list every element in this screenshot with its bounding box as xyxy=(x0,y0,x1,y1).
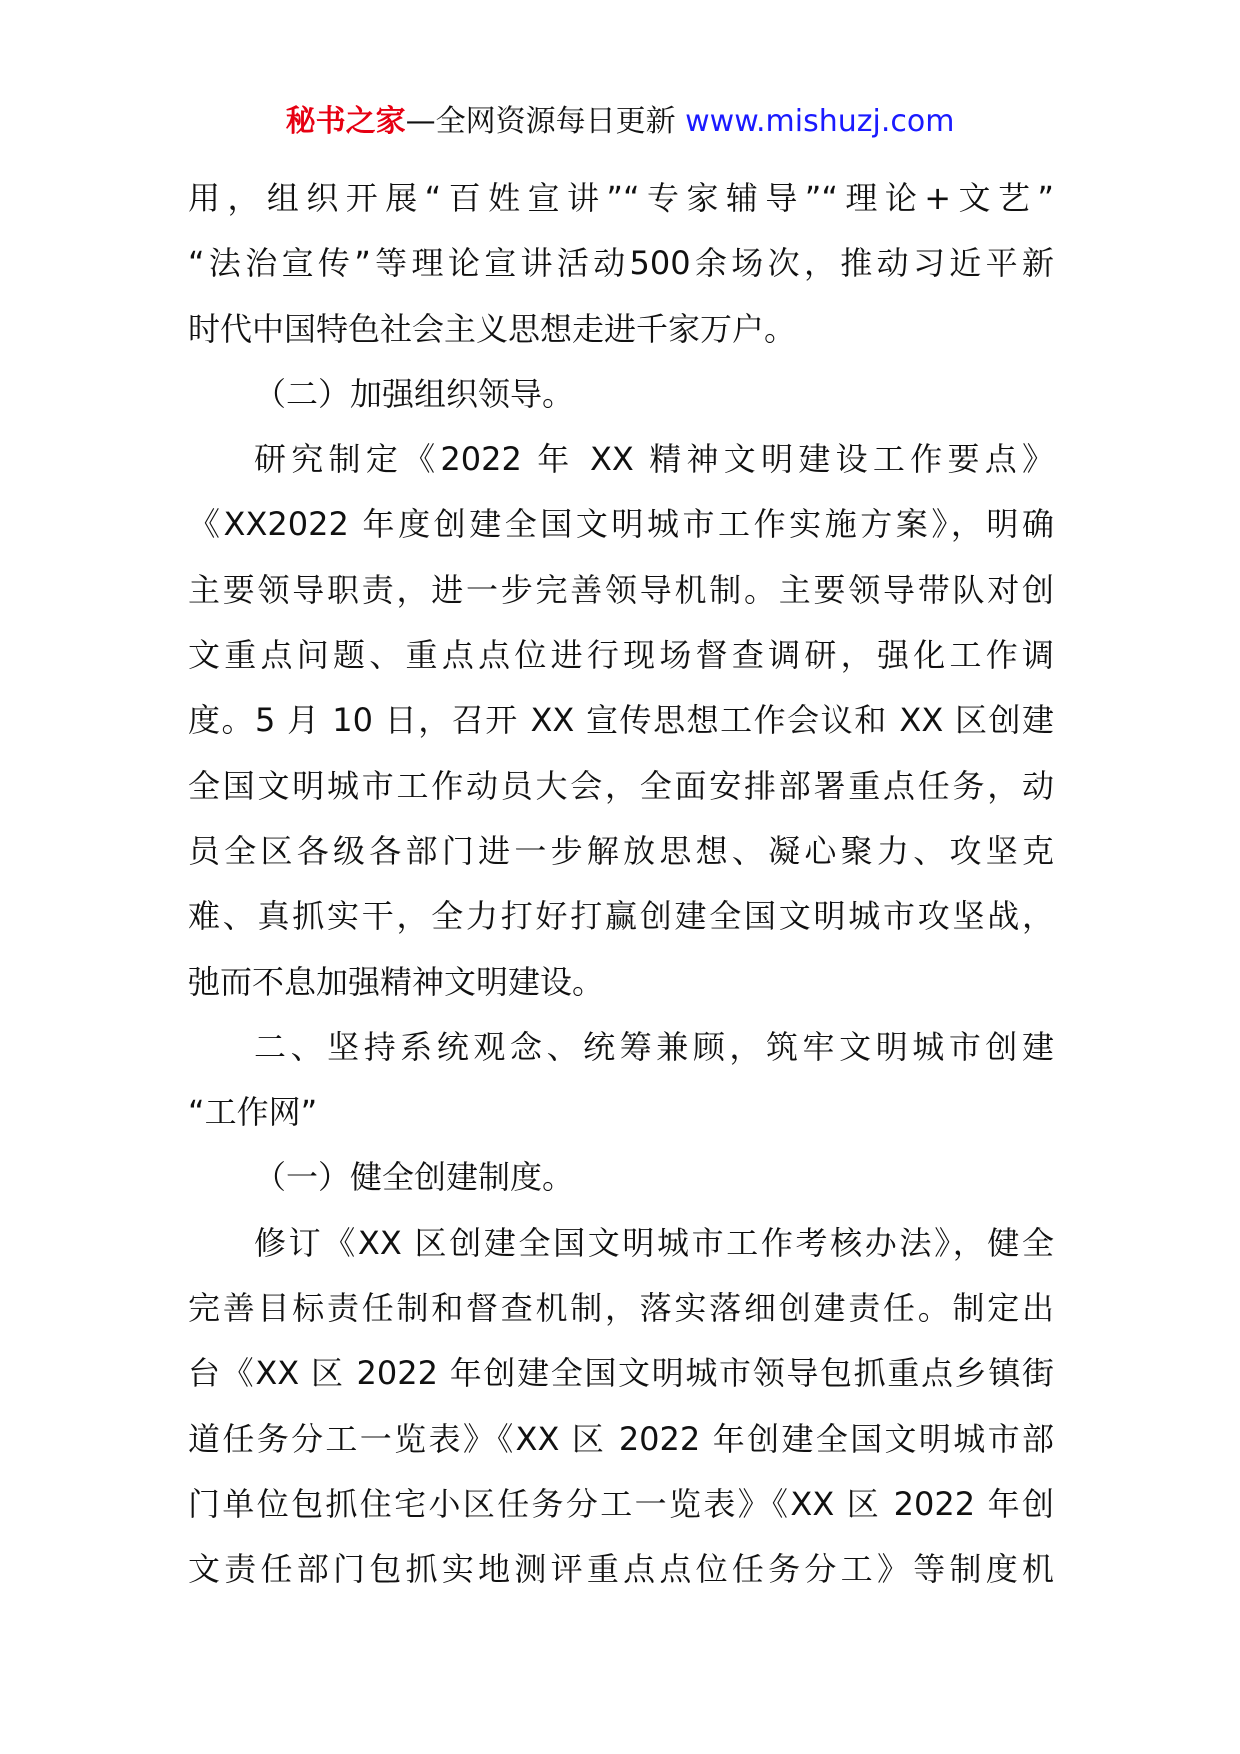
text-line: 文重点问题、重点点位进行现场督查调研，强化工作调 xyxy=(188,636,1054,675)
text-line: 台《XX 区 2022 年创建全国文明城市领导包抓重点乡镇街 xyxy=(188,1354,1054,1393)
text-line: 度。5 月 10 日，召开 XX 宣传思想工作会议和 XX 区创建 xyxy=(188,701,1054,740)
text-line: 全国文明城市工作动员大会，全面安排部署重点任务，动 xyxy=(188,766,1054,805)
text-line: 难、真抓实干，全力打好打赢创建全国文明城市攻坚战， xyxy=(188,897,1054,936)
text-line: （二）加强组织领导。 xyxy=(254,374,575,413)
document-body xyxy=(188,166,1054,1603)
text-line: 文责任部门包抓实地测评重点点位任务分工》等制度机 xyxy=(188,1550,1054,1589)
text-line: “法治宣传”等理论宣讲活动500余场次，推动习近平新 xyxy=(188,244,1054,283)
site-header xyxy=(0,100,1240,144)
text-line: 二、坚持系统观念、统筹兼顾，筑牢文明城市创建 xyxy=(254,1027,1054,1066)
text-line: “工作网” xyxy=(188,1093,318,1132)
site-tagline: —全网资源每日更新 xyxy=(405,104,686,139)
text-line: 完善目标责任制和督查机制，落实落细创建责任。制定出 xyxy=(188,1289,1054,1328)
text-line: 修订《XX 区创建全国文明城市工作考核办法》，健全 xyxy=(254,1223,1054,1262)
text-line: 用，组织开展“百姓宣讲”“专家辅导”“理论+文艺” xyxy=(188,179,1054,217)
text-line: 主要领导职责，进一步完善领导机制。主要领导带队对创 xyxy=(188,570,1054,609)
text-line: （一）健全创建制度。 xyxy=(254,1158,575,1197)
text-line: 《XX2022 年度创建全国文明城市工作实施方案》，明确 xyxy=(188,505,1054,544)
text-line: 时代中国特色社会主义思想走进千家万户。 xyxy=(188,309,797,348)
text-line: 弛而不息加强精神文明建设。 xyxy=(188,962,605,1001)
text-line: 道任务分工一览表》《XX 区 2022 年创建全国文明城市部 xyxy=(188,1419,1054,1458)
site-url: www.mishuzj.com xyxy=(685,104,955,139)
text-line: 门单位包抓住宅小区任务分工一览表》《XX 区 2022 年创 xyxy=(188,1484,1054,1523)
text-line: 员全区各级各部门进一步解放思想、凝心聚力、攻坚克 xyxy=(188,831,1054,870)
site-brand: 秘书之家 xyxy=(285,104,406,139)
text-line: 研究制定《2022 年 XX 精神文明建设工作要点》 xyxy=(254,440,1054,479)
